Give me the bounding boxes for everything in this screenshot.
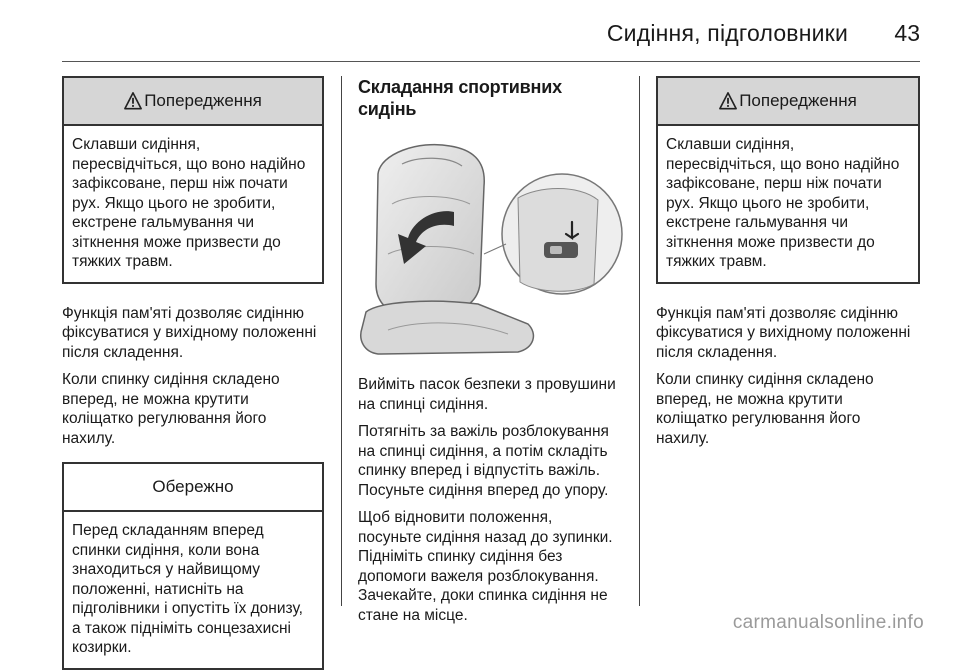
memory-function-paragraph: Функція пам'яті дозволяє сидінню фіксуватися у вихідному положенні після складення. [62, 304, 317, 361]
watermark-text: carmanualsonline.info [732, 612, 924, 633]
recline-note-paragraph-right: Коли спинку сидіння складено вперед, не можна крутити коліщатко регулювання його нахилу. [656, 371, 874, 447]
page-number: 43 [894, 20, 920, 46]
warning-triangle-icon [719, 92, 737, 110]
warning-box-right-body: Склавши сидіння, пересвідчіться, що воно надійно зафіксоване, перш ніж почати рух. Якщо цього не зробити, екстрене гальмування чи зіткнення може призвести до тяжких травм. [666, 136, 900, 270]
remove-belt-paragraph: Вийміть пасок безпеки з провушини на спинці сидіння. [358, 376, 616, 413]
memory-function-paragraph-right: Функція пам'яті дозволяє сидінню фіксуватися у вихідному положенні після складення. [656, 304, 911, 361]
restore-procedure-paragraph: Щоб відновити положення, посуньте сидіння назад до зупинки. Підніміть спинку сидіння без допомоги важеля розблокування. Зачекайте, доки спинка сидіння не стане на місце. [358, 509, 613, 624]
column-right [656, 76, 920, 448]
column-middle [358, 76, 624, 625]
seat-folding-illustration [358, 134, 624, 356]
warning-box-body: Склавши сидіння, пересвідчіться, що воно надійно зафіксоване, перш ніж почати рух. Якщо цього не зробити, екстрене гальмування чи зіткнення може призвести до тяжких травм. [72, 136, 306, 270]
header-rule [62, 61, 920, 62]
warning-box-title: Попередження [144, 91, 262, 110]
caution-box [62, 462, 324, 670]
caution-box-title: Обережно [152, 477, 234, 496]
fold-procedure-paragraph: Потягніть за важіль розблокування на спинці сидіння, а потім складіть спинку вперед і відпустіть важіль. Посуньте сидіння вперед до упору. [358, 423, 609, 499]
caution-box-body: Перед складанням вперед спинки сидіння, коли вона знаходиться у найвищому положенні, натисніть на підголівники і опустіть їх донизу, а також підніміть сонцезахисні козирки. [72, 522, 303, 656]
section-title: Складання спортивних сидінь [358, 77, 562, 119]
recline-note-paragraph: Коли спинку сидіння складено вперед, не можна крутити коліщатко регулювання його нахилу. [62, 371, 280, 447]
column-divider-2 [639, 76, 640, 606]
seat-cushion-shape [361, 301, 534, 354]
warning-triangle-icon [124, 92, 142, 110]
column-left [62, 76, 324, 670]
page-header-title: Сидіння, підголовники [606, 20, 848, 46]
column-divider-1 [341, 76, 342, 606]
seat-back-shape [376, 145, 484, 314]
warning-box-right-title: Попередження [739, 91, 857, 110]
warning-box [62, 76, 324, 284]
warning-box-right [656, 76, 920, 284]
warning-box-header [64, 78, 322, 126]
caution-box-header [64, 464, 322, 512]
warning-box-right-header [658, 78, 918, 126]
